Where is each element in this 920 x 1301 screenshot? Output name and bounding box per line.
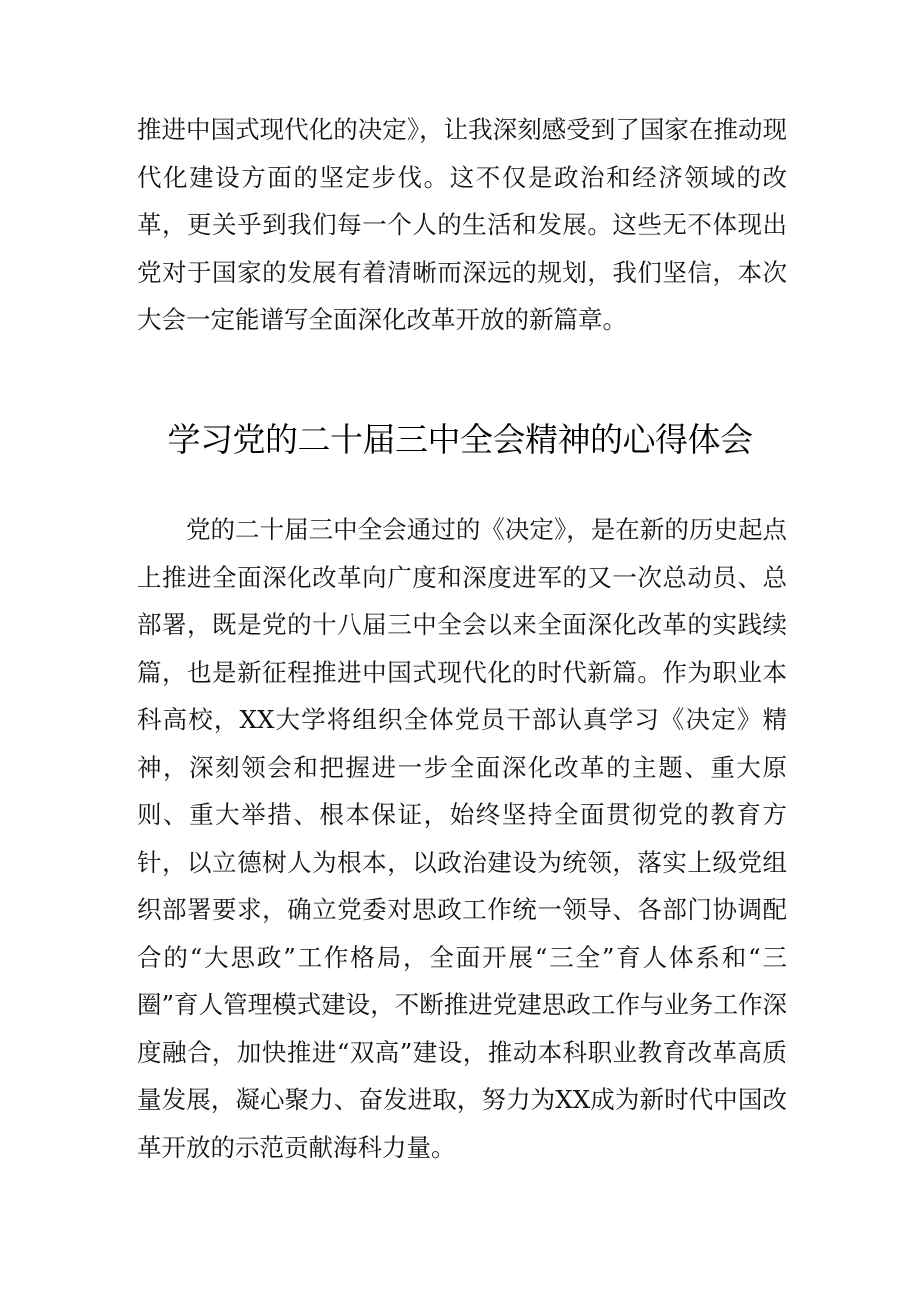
- section-heading: 学习党的二十届三中全会精神的心得体会: [167, 420, 753, 459]
- body-paragraph-continued: 推进中国式现代化的决定》，让我深刻感受到了国家在推动现代化建设方面的坚定步伐。这不仅是政治和经济领域的改革，更关乎到我们每一个人的生活和发展。这些无不体现出党对于国家的发展有着清晰而深远的规划，我们坚信，本次大会一定能谱写全面深化改革开放的新篇章。: [137, 115, 787, 334]
- body-paragraph-main: 党的二十届三中全会通过的《决定》，是在新的历史起点上推进全面深化改革向广度和深度进军的又一次总动员、总部署，既是党的十八届三中全会以来全面深化改革的实践续篇，也是新征程推进中国式现代化的时代新篇。作为职业本科高校，XX大学将组织全体党员干部认真学习《决定》精神，深刻领会和把握进一步全面深化改革的主题、重大原则、重大举措、根本保证，始终坚持全面贯彻党的教育方针，以立德树人为根本，以政治建设为统领，落实上级党组织部署要求，确立党委对思政工作统一领导、各部门协调配合的“大思政”工作格局，全面开展“三全”育人体系和“三圈”育人管理模式建设，不断推进党建思政工作与业务工作深度融合，加快推进“双高”建设，推动本科职业教育改革高质量发展，凝心聚力、奋发进取，努力为XX成为新时代中国改革开放的示范贡献海科力量。: [137, 515, 787, 1162]
